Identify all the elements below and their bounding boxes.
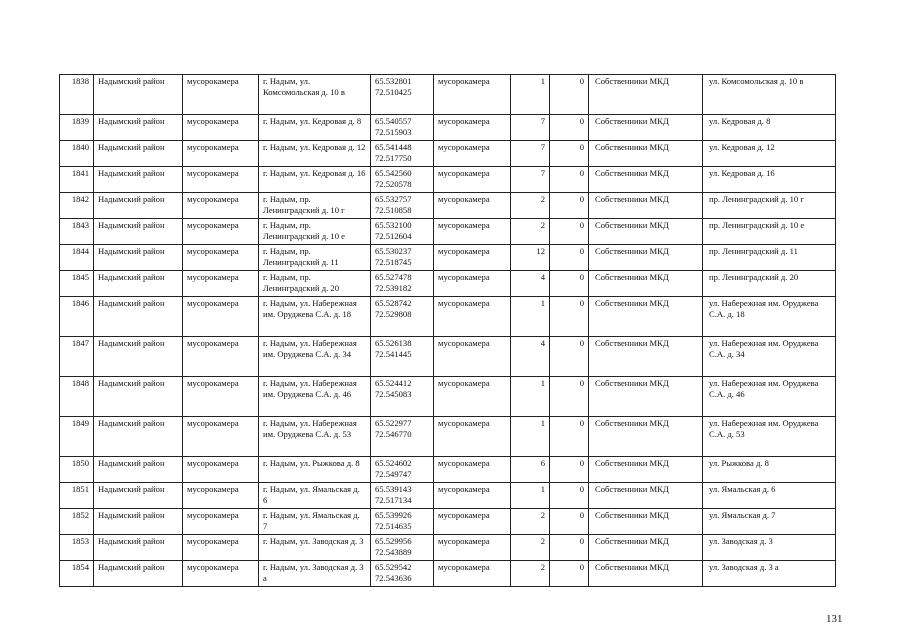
cell-address: г. Надым, ул. Набережная им. Оруджева С.А. д. 18 <box>259 297 371 337</box>
cell-owner: Собственники МКД <box>589 377 703 417</box>
table-row <box>60 483 836 509</box>
latitude-value: 65.526138 <box>375 338 412 348</box>
longitude-value: 72.517750 <box>375 152 412 163</box>
cell-count: 1 <box>511 297 550 337</box>
cell-count: 7 <box>511 141 550 167</box>
cell-coordinates <box>371 535 434 561</box>
table-row <box>60 193 836 219</box>
cell-container-type: мусорокамера <box>434 75 511 115</box>
cell-volume: 0 <box>550 193 589 219</box>
cell-coordinates <box>371 115 434 141</box>
cell-district: Надымский район <box>94 167 183 193</box>
cell-address: г. Надым, ул. Набережная им. Оруджева С.А. д. 34 <box>259 337 371 377</box>
cell-address: г. Надым, ул. Набережная им. Оруджева С.А. д. 46 <box>259 377 371 417</box>
latitude-value: 65.540557 <box>375 116 412 126</box>
cell-address: г. Надым, ул. Кедровая д. 16 <box>259 167 371 193</box>
table-row <box>60 115 836 141</box>
cell-served-address: пр. Ленинградский д. 10 е <box>703 219 836 245</box>
cell-owner: Собственники МКД <box>589 457 703 483</box>
cell-container-type: мусорокамера <box>434 297 511 337</box>
cell-district: Надымский район <box>94 337 183 377</box>
cell-count: 2 <box>511 509 550 535</box>
cell-id: 1839 <box>60 115 94 141</box>
cell-district: Надымский район <box>94 483 183 509</box>
table-row <box>60 167 836 193</box>
longitude-value: 72.517134 <box>375 494 412 505</box>
cell-address: г. Надым, ул. Набережная им. Оруджева С.А. д. 53 <box>259 417 371 457</box>
cell-container-type: мусорокамера <box>434 219 511 245</box>
table-row <box>60 377 836 417</box>
longitude-value: 72.541445 <box>375 348 412 359</box>
cell-owner: Собственники МКД <box>589 561 703 587</box>
cell-address: г. Надым, ул. Ямальская д. 7 <box>259 509 371 535</box>
cell-served-address: ул. Набережная им. Оруджева С.А. д. 46 <box>703 377 836 417</box>
cell-count: 2 <box>511 193 550 219</box>
cell-object-type: мусорокамера <box>183 219 259 245</box>
cell-owner: Собственники МКД <box>589 193 703 219</box>
cell-volume: 0 <box>550 75 589 115</box>
cell-served-address: ул. Заводская д. 3 а <box>703 561 836 587</box>
cell-volume: 0 <box>550 417 589 457</box>
cell-id: 1854 <box>60 561 94 587</box>
latitude-value: 65.529542 <box>375 562 412 572</box>
table-row <box>60 561 836 587</box>
cell-served-address: ул. Кедровая д. 8 <box>703 115 836 141</box>
longitude-value: 72.515903 <box>375 126 412 137</box>
cell-id: 1845 <box>60 271 94 297</box>
cell-container-type: мусорокамера <box>434 337 511 377</box>
cell-object-type: мусорокамера <box>183 535 259 561</box>
cell-owner: Собственники МКД <box>589 167 703 193</box>
cell-served-address: ул. Набережная им. Оруджева С.А. д. 34 <box>703 337 836 377</box>
cell-address: г. Надым, ул. Кедровая д. 8 <box>259 115 371 141</box>
longitude-value: 72.546770 <box>375 428 412 439</box>
cell-volume: 0 <box>550 535 589 561</box>
cell-count: 6 <box>511 457 550 483</box>
cell-address: г. Надым, пр. Ленинградский д. 11 <box>259 245 371 271</box>
cell-served-address: ул. Кедровая д. 12 <box>703 141 836 167</box>
cell-object-type: мусорокамера <box>183 483 259 509</box>
cell-coordinates <box>371 219 434 245</box>
table-row <box>60 337 836 377</box>
cell-district: Надымский район <box>94 561 183 587</box>
table-row <box>60 141 836 167</box>
cell-served-address: ул. Набережная им. Оруджева С.А. д. 53 <box>703 417 836 457</box>
cell-served-address: ул. Ямальская д. 6 <box>703 483 836 509</box>
longitude-value: 72.510425 <box>375 86 412 97</box>
longitude-value: 72.543889 <box>375 546 412 557</box>
cell-owner: Собственники МКД <box>589 271 703 297</box>
table-row <box>60 509 836 535</box>
cell-owner: Собственники МКД <box>589 245 703 271</box>
cell-object-type: мусорокамера <box>183 75 259 115</box>
cell-object-type: мусорокамера <box>183 297 259 337</box>
latitude-value: 65.539926 <box>375 510 412 520</box>
cell-district: Надымский район <box>94 457 183 483</box>
cell-id: 1840 <box>60 141 94 167</box>
cell-owner: Собственники МКД <box>589 509 703 535</box>
cell-served-address: ул. Кедровая д. 16 <box>703 167 836 193</box>
table-row <box>60 245 836 271</box>
cell-container-type: мусорокамера <box>434 167 511 193</box>
cell-count: 2 <box>511 535 550 561</box>
longitude-value: 72.512604 <box>375 230 412 241</box>
cell-coordinates <box>371 561 434 587</box>
cell-count: 1 <box>511 417 550 457</box>
cell-container-type: мусорокамера <box>434 193 511 219</box>
cell-owner: Собственники МКД <box>589 535 703 561</box>
latitude-value: 65.524412 <box>375 378 412 388</box>
longitude-value: 72.543636 <box>375 572 412 583</box>
cell-container-type: мусорокамера <box>434 561 511 587</box>
cell-volume: 0 <box>550 115 589 141</box>
cell-served-address: ул. Заводская д. 3 <box>703 535 836 561</box>
cell-volume: 0 <box>550 337 589 377</box>
cell-container-type: мусорокамера <box>434 141 511 167</box>
cell-id: 1851 <box>60 483 94 509</box>
cell-address: г. Надым, ул. Рыжкова д. 8 <box>259 457 371 483</box>
cell-owner: Собственники МКД <box>589 219 703 245</box>
cell-object-type: мусорокамера <box>183 193 259 219</box>
cell-object-type: мусорокамера <box>183 377 259 417</box>
cell-object-type: мусорокамера <box>183 561 259 587</box>
cell-container-type: мусорокамера <box>434 417 511 457</box>
cell-container-type: мусорокамера <box>434 377 511 417</box>
cell-id: 1844 <box>60 245 94 271</box>
latitude-value: 65.527478 <box>375 272 412 282</box>
cell-district: Надымский район <box>94 535 183 561</box>
cell-district: Надымский район <box>94 245 183 271</box>
cell-object-type: мусорокамера <box>183 271 259 297</box>
cell-served-address: пр. Ленинградский д. 11 <box>703 245 836 271</box>
cell-owner: Собственники МКД <box>589 417 703 457</box>
cell-district: Надымский район <box>94 115 183 141</box>
longitude-value: 72.518745 <box>375 256 412 267</box>
latitude-value: 65.539143 <box>375 484 412 494</box>
cell-coordinates <box>371 483 434 509</box>
cell-district: Надымский район <box>94 271 183 297</box>
page-number: 131 <box>826 613 843 625</box>
cell-address: г. Надым, пр. Ленинградский д. 10 е <box>259 219 371 245</box>
table-row <box>60 75 836 115</box>
cell-district: Надымский район <box>94 509 183 535</box>
table-row <box>60 417 836 457</box>
longitude-value: 72.529808 <box>375 308 412 319</box>
cell-count: 12 <box>511 245 550 271</box>
cell-address: г. Надым, ул. Заводская д. 3 а <box>259 561 371 587</box>
cell-object-type: мусорокамера <box>183 167 259 193</box>
table-row <box>60 297 836 337</box>
cell-id: 1852 <box>60 509 94 535</box>
cell-volume: 0 <box>550 509 589 535</box>
cell-volume: 0 <box>550 377 589 417</box>
latitude-value: 65.542560 <box>375 168 412 178</box>
cell-coordinates <box>371 297 434 337</box>
cell-count: 7 <box>511 115 550 141</box>
cell-id: 1842 <box>60 193 94 219</box>
longitude-value: 72.549747 <box>375 468 412 479</box>
cell-object-type: мусорокамера <box>183 337 259 377</box>
cell-coordinates <box>371 457 434 483</box>
cell-district: Надымский район <box>94 297 183 337</box>
longitude-value: 72.545083 <box>375 388 412 399</box>
cell-volume: 0 <box>550 245 589 271</box>
cell-container-type: мусорокамера <box>434 271 511 297</box>
cell-object-type: мусорокамера <box>183 417 259 457</box>
table-row <box>60 271 836 297</box>
cell-district: Надымский район <box>94 141 183 167</box>
cell-container-type: мусорокамера <box>434 245 511 271</box>
cell-count: 1 <box>511 75 550 115</box>
cell-coordinates <box>371 377 434 417</box>
latitude-value: 65.541448 <box>375 142 412 152</box>
cell-coordinates <box>371 193 434 219</box>
longitude-value: 72.539182 <box>375 282 412 293</box>
cell-count: 7 <box>511 167 550 193</box>
cell-id: 1846 <box>60 297 94 337</box>
cell-owner: Собственники МКД <box>589 115 703 141</box>
cell-coordinates <box>371 167 434 193</box>
cell-volume: 0 <box>550 457 589 483</box>
cell-volume: 0 <box>550 483 589 509</box>
latitude-value: 65.524602 <box>375 458 412 468</box>
cell-object-type: мусорокамера <box>183 509 259 535</box>
cell-coordinates <box>371 509 434 535</box>
table-row <box>60 457 836 483</box>
cell-address: г. Надым, ул. Ямальская д. 6 <box>259 483 371 509</box>
longitude-value: 72.520578 <box>375 178 412 189</box>
longitude-value: 72.510858 <box>375 204 412 215</box>
longitude-value: 72.514635 <box>375 520 412 531</box>
cell-district: Надымский район <box>94 75 183 115</box>
cell-volume: 0 <box>550 297 589 337</box>
cell-id: 1853 <box>60 535 94 561</box>
cell-served-address: пр. Ленинградский д. 10 г <box>703 193 836 219</box>
cell-served-address: ул. Комсомольская д. 10 в <box>703 75 836 115</box>
cell-served-address: ул. Ямальская д. 7 <box>703 509 836 535</box>
table-row <box>60 219 836 245</box>
cell-volume: 0 <box>550 271 589 297</box>
cell-coordinates <box>371 271 434 297</box>
cell-address: г. Надым, пр. Ленинградский д. 20 <box>259 271 371 297</box>
cell-id: 1838 <box>60 75 94 115</box>
cell-volume: 0 <box>550 141 589 167</box>
cell-container-type: мусорокамера <box>434 457 511 483</box>
cell-owner: Собственники МКД <box>589 337 703 377</box>
cell-owner: Собственники МКД <box>589 141 703 167</box>
latitude-value: 65.528742 <box>375 298 412 308</box>
cell-container-type: мусорокамера <box>434 115 511 141</box>
cell-count: 2 <box>511 219 550 245</box>
cell-owner: Собственники МКД <box>589 483 703 509</box>
cell-coordinates <box>371 75 434 115</box>
latitude-value: 65.532100 <box>375 220 412 230</box>
cell-object-type: мусорокамера <box>183 115 259 141</box>
cell-id: 1847 <box>60 337 94 377</box>
cell-served-address: пр. Ленинградский д. 20 <box>703 271 836 297</box>
cell-address: г. Надым, ул. Кедровая д. 12 <box>259 141 371 167</box>
cell-id: 1841 <box>60 167 94 193</box>
cell-volume: 0 <box>550 167 589 193</box>
table-row <box>60 535 836 561</box>
cell-count: 1 <box>511 483 550 509</box>
cell-container-type: мусорокамера <box>434 535 511 561</box>
cell-coordinates <box>371 417 434 457</box>
latitude-value: 65.529956 <box>375 536 412 546</box>
cell-address: г. Надым, ул. Заводская д. 3 <box>259 535 371 561</box>
latitude-value: 65.530237 <box>375 246 412 256</box>
cell-coordinates <box>371 245 434 271</box>
cell-served-address: ул. Набережная им. Оруджева С.А. д. 18 <box>703 297 836 337</box>
registry-table <box>59 74 836 587</box>
cell-volume: 0 <box>550 219 589 245</box>
table-body <box>60 75 836 587</box>
cell-count: 4 <box>511 271 550 297</box>
cell-address: г. Надым, пр. Ленинградский д. 10 г <box>259 193 371 219</box>
latitude-value: 65.532757 <box>375 194 412 204</box>
cell-object-type: мусорокамера <box>183 141 259 167</box>
latitude-value: 65.522977 <box>375 418 412 428</box>
cell-object-type: мусорокамера <box>183 457 259 483</box>
cell-container-type: мусорокамера <box>434 483 511 509</box>
cell-district: Надымский район <box>94 219 183 245</box>
cell-count: 1 <box>511 377 550 417</box>
cell-district: Надымский район <box>94 377 183 417</box>
cell-served-address: ул. Рыжкова д. 8 <box>703 457 836 483</box>
cell-id: 1850 <box>60 457 94 483</box>
cell-coordinates <box>371 337 434 377</box>
cell-owner: Собственники МКД <box>589 75 703 115</box>
cell-volume: 0 <box>550 561 589 587</box>
cell-id: 1848 <box>60 377 94 417</box>
cell-count: 4 <box>511 337 550 377</box>
cell-id: 1849 <box>60 417 94 457</box>
cell-district: Надымский район <box>94 417 183 457</box>
cell-owner: Собственники МКД <box>589 297 703 337</box>
cell-id: 1843 <box>60 219 94 245</box>
cell-district: Надымский район <box>94 193 183 219</box>
latitude-value: 65.532801 <box>375 76 412 86</box>
cell-coordinates <box>371 141 434 167</box>
cell-count: 2 <box>511 561 550 587</box>
cell-container-type: мусорокамера <box>434 509 511 535</box>
cell-address: г. Надым, ул. Комсомольская д. 10 в <box>259 75 371 115</box>
cell-object-type: мусорокамера <box>183 245 259 271</box>
